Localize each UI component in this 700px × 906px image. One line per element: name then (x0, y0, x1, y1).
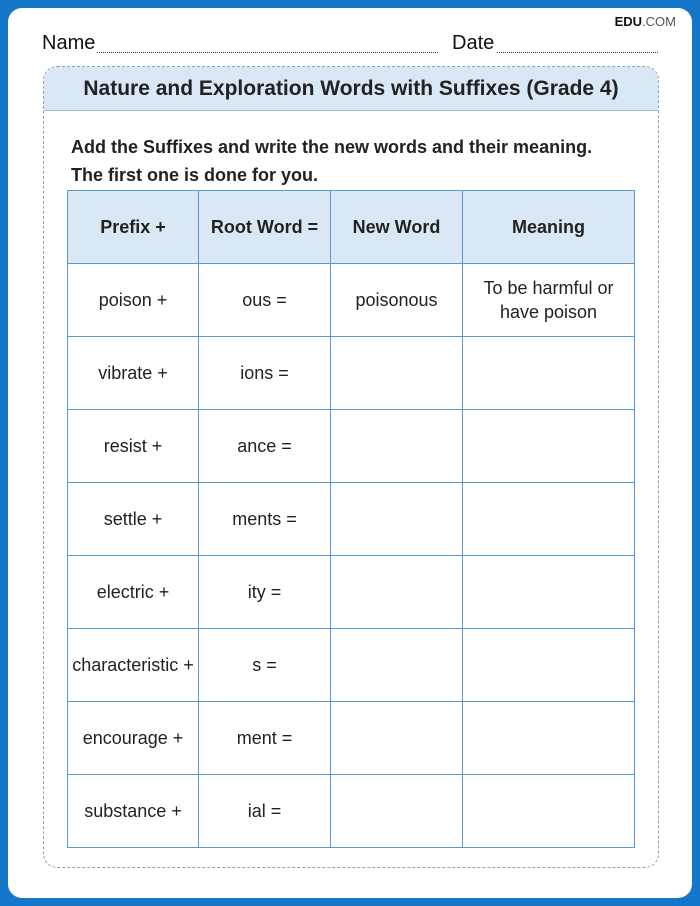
new-word-answer-cell[interactable] (331, 629, 463, 702)
table-row (68, 410, 635, 483)
meaning-answer-cell[interactable] (463, 775, 635, 848)
worksheet-panel (43, 66, 659, 868)
instruction-line: The first one is done for you. (71, 165, 319, 185)
column-header-root-word: Root Word = (199, 191, 331, 264)
worksheet-page (8, 8, 692, 898)
instruction-line: Add the Suffixes and write the new words and their meaning. (71, 137, 593, 157)
suffix-table (67, 190, 635, 848)
prefix-cell: characteristic + (68, 629, 199, 702)
column-header-prefix: Prefix + (68, 191, 199, 264)
date-field[interactable] (452, 32, 658, 55)
prefix-cell: encourage + (68, 702, 199, 775)
meaning-answer-cell[interactable]: To be harmful or have poison (463, 264, 635, 337)
new-word-answer-cell[interactable]: poisonous (331, 264, 463, 337)
prefix-cell: resist + (68, 410, 199, 483)
worksheet-title: Nature and Exploration Words with Suffixes (Grade 4) (83, 76, 619, 100)
prefix-cell: electric + (68, 556, 199, 629)
table-header-row (68, 191, 635, 264)
prefix-cell: substance + (68, 775, 199, 848)
new-word-answer-cell[interactable] (331, 483, 463, 556)
meaning-answer-cell[interactable] (463, 410, 635, 483)
root-word-cell: ity = (199, 556, 331, 629)
new-word-answer-cell[interactable] (331, 775, 463, 848)
meaning-answer-cell[interactable] (463, 702, 635, 775)
meaning-answer-cell[interactable] (463, 556, 635, 629)
name-label: Name (42, 32, 96, 54)
new-word-answer-cell[interactable] (331, 410, 463, 483)
brand-logo: EDU.COM (614, 14, 676, 29)
root-word-cell: ance = (199, 410, 331, 483)
new-word-answer-cell[interactable] (331, 337, 463, 410)
root-word-cell: s = (199, 629, 331, 702)
instructions (71, 133, 651, 189)
root-word-cell: ial = (199, 775, 331, 848)
root-word-cell: ments = (199, 483, 331, 556)
table-row (68, 702, 635, 775)
root-word-cell: ment = (199, 702, 331, 775)
column-header-meaning: Meaning (463, 191, 635, 264)
meaning-answer-cell[interactable] (463, 483, 635, 556)
title-bar (44, 67, 658, 111)
date-label: Date (452, 32, 495, 54)
name-field[interactable] (42, 32, 438, 55)
table-row (68, 337, 635, 410)
table-row (68, 556, 635, 629)
meaning-answer-cell[interactable] (463, 337, 635, 410)
prefix-cell: settle + (68, 483, 199, 556)
new-word-answer-cell[interactable] (331, 556, 463, 629)
prefix-cell: poison + (68, 264, 199, 337)
meaning-answer-cell[interactable] (463, 629, 635, 702)
root-word-cell: ions = (199, 337, 331, 410)
table-row (68, 629, 635, 702)
column-header-new-word: New Word (331, 191, 463, 264)
new-word-answer-cell[interactable] (331, 702, 463, 775)
root-word-cell: ous = (199, 264, 331, 337)
table-row (68, 264, 635, 337)
table-row (68, 775, 635, 848)
prefix-cell: vibrate + (68, 337, 199, 410)
table-row (68, 483, 635, 556)
name-line (42, 52, 438, 53)
